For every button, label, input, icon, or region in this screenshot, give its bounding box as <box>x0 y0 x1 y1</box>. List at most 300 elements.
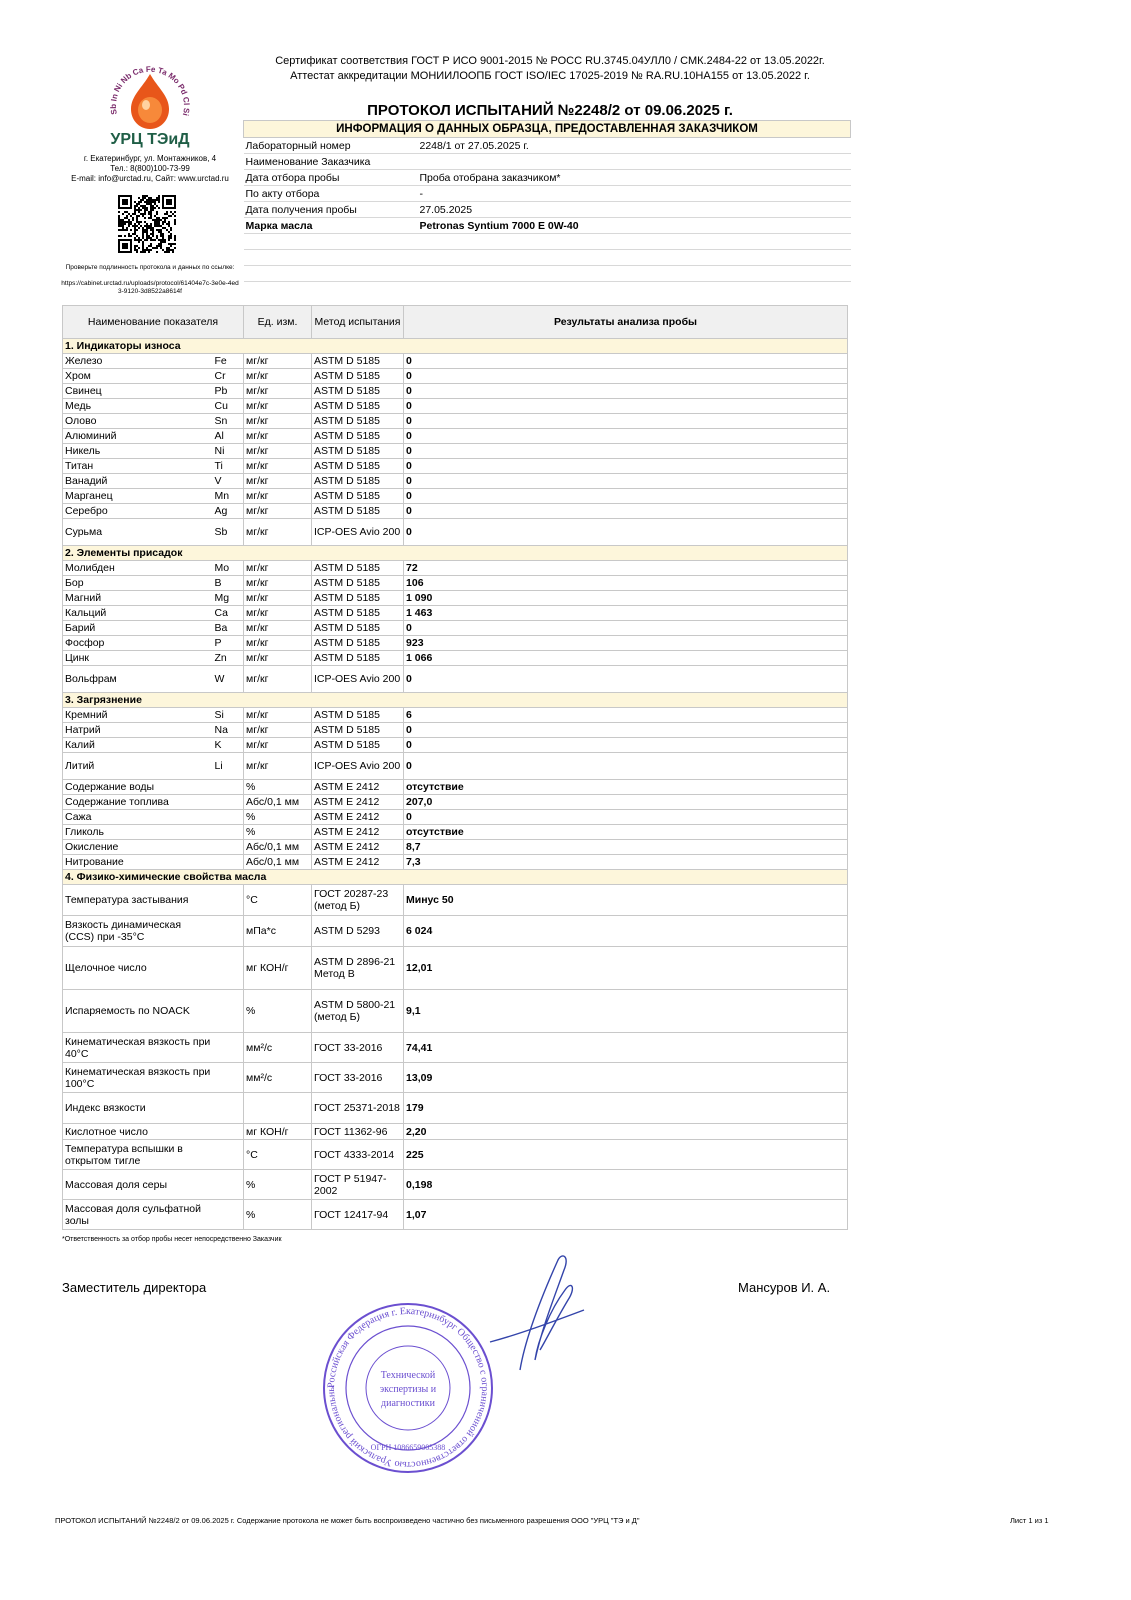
cell-name: Вольфрам <box>63 666 213 693</box>
stamp-center-line: Технической <box>380 1370 436 1381</box>
cell-symbol <box>213 795 244 810</box>
cell-symbol <box>213 780 244 795</box>
cell-name: Кремний <box>63 708 213 723</box>
cell-unit: Абс/0,1 мм <box>244 855 312 870</box>
cell-unit: мг/кг <box>244 561 312 576</box>
table-row <box>63 723 848 738</box>
page-number: Лист 1 из 1 <box>1010 1516 1049 1525</box>
table-row <box>63 459 848 474</box>
cell-method: ASTM D 5185 <box>312 504 404 519</box>
cell-symbol: Mg <box>213 591 244 606</box>
cell-name: Алюминий <box>63 429 213 444</box>
table-row <box>63 1200 848 1230</box>
section-row <box>63 693 848 708</box>
table-row <box>63 947 848 990</box>
table-row <box>63 753 848 780</box>
info-row <box>244 186 851 202</box>
cell-symbol: Pb <box>213 384 244 399</box>
cell-value: отсутствие <box>404 825 848 840</box>
results-table <box>62 305 848 1230</box>
table-row <box>63 651 848 666</box>
qr-code[interactable] <box>118 195 176 253</box>
cell-value: 0 <box>404 723 848 738</box>
cell-unit: % <box>244 990 312 1033</box>
handwritten-signature <box>480 1250 590 1380</box>
cell-value: 179 <box>404 1093 848 1124</box>
cell-name: Массовая доля серы <box>63 1170 213 1200</box>
sample-info-heading: ИНФОРМАЦИЯ О ДАННЫХ ОБРАЗЦА, ПРЕДОСТАВЛЕННАЯ ЗАКАЗЧИКОМ <box>244 121 851 138</box>
cell-method: ASTM D 5185 <box>312 636 404 651</box>
cell-unit: мг КОН/г <box>244 1124 312 1140</box>
cell-value: отсутствие <box>404 780 848 795</box>
cell-symbol <box>213 825 244 840</box>
table-row <box>63 636 848 651</box>
official-stamp <box>320 1300 496 1476</box>
cell-unit: мг/кг <box>244 606 312 621</box>
verify-url[interactable]: https://cabinet.urctad.ru/uploads/protocol/61404e7c-3e0e-4ed3-9120-3d8522a8614f <box>61 280 239 295</box>
cell-unit: % <box>244 1170 312 1200</box>
info-label: По акту отбора <box>244 186 418 202</box>
cell-name: Натрий <box>63 723 213 738</box>
cell-unit: мг/кг <box>244 753 312 780</box>
signatory-position: Заместитель директора <box>62 1280 207 1295</box>
cell-value: 0 <box>404 489 848 504</box>
cell-symbol <box>213 916 244 947</box>
info-value: Petronas Syntium 7000 E 0W-40 <box>418 218 851 234</box>
org-address: г. Екатеринбург, ул. Монтажников, 4 <box>83 154 217 163</box>
cell-unit: мг/кг <box>244 369 312 384</box>
table-row <box>63 810 848 825</box>
cell-method: ASTM D 5185 <box>312 444 404 459</box>
cell-value: 12,01 <box>404 947 848 990</box>
table-row <box>63 354 848 369</box>
cell-unit: мг/кг <box>244 459 312 474</box>
document-title: ПРОТОКОЛ ИСПЫТАНИЙ №2248/2 от 09.06.2025 г. <box>367 102 733 119</box>
stamp-ogrn: ОГРН 1086659005388 <box>370 1443 446 1452</box>
cell-name: Титан <box>63 459 213 474</box>
stamp-center-line: диагностики <box>381 1398 435 1409</box>
cell-name: Свинец <box>63 384 213 399</box>
table-row <box>63 519 848 546</box>
cell-symbol <box>213 1140 244 1170</box>
cell-method: ICP-OES Avio 200 <box>312 666 404 693</box>
section-row <box>63 870 848 885</box>
section-title: 4. Физико-химические свойства масла <box>63 870 848 885</box>
cell-method: ASTM E 2412 <box>312 795 404 810</box>
cell-method: ASTM E 2412 <box>312 825 404 840</box>
table-row <box>63 1140 848 1170</box>
table-row <box>63 444 848 459</box>
cell-unit: % <box>244 825 312 840</box>
cell-unit: % <box>244 780 312 795</box>
table-row <box>63 1093 848 1124</box>
info-value <box>418 154 851 170</box>
table-row <box>63 504 848 519</box>
cell-value: 0 <box>404 399 848 414</box>
cell-symbol: Ba <box>213 621 244 636</box>
table-row <box>63 1033 848 1063</box>
cell-method: ГОСТ 11362-96 <box>312 1124 404 1140</box>
cell-unit: мм²/с <box>244 1063 312 1093</box>
section-title: 2. Элементы присадок <box>63 546 848 561</box>
cell-method: ICP-OES Avio 200 <box>312 753 404 780</box>
cell-name: Содержание воды <box>63 780 213 795</box>
cell-name: Хром <box>63 369 213 384</box>
info-row <box>244 170 851 186</box>
cell-method: ASTM D 5185 <box>312 459 404 474</box>
table-row <box>63 780 848 795</box>
table-row <box>63 369 848 384</box>
cell-symbol <box>213 885 244 916</box>
cell-method: ASTM D 5185 <box>312 723 404 738</box>
table-row <box>63 738 848 753</box>
table-row <box>63 429 848 444</box>
cell-value: 0 <box>404 369 848 384</box>
cell-symbol: Mo <box>213 561 244 576</box>
cell-method: ICP-OES Avio 200 <box>312 519 404 546</box>
cell-value: 0 <box>404 414 848 429</box>
table-row <box>63 1063 848 1093</box>
cell-value: 0 <box>404 504 848 519</box>
cell-symbol <box>213 855 244 870</box>
cell-symbol <box>213 947 244 990</box>
cell-name: Сажа <box>63 810 213 825</box>
cell-method: ASTM D 5185 <box>312 399 404 414</box>
cell-name: Температура вспышки в открытом тигле <box>63 1140 213 1170</box>
cell-unit: мг/кг <box>244 489 312 504</box>
org-logo <box>95 52 205 137</box>
cell-unit: °C <box>244 885 312 916</box>
cell-symbol: Li <box>213 753 244 780</box>
table-row <box>63 1170 848 1200</box>
cell-value: 0 <box>404 474 848 489</box>
cell-value: 225 <box>404 1140 848 1170</box>
cell-value: 106 <box>404 576 848 591</box>
info-value: 2248/1 от 27.05.2025 г. <box>418 138 851 154</box>
cell-method: ASTM E 2412 <box>312 840 404 855</box>
cell-value: 0 <box>404 444 848 459</box>
cell-unit: мг/кг <box>244 474 312 489</box>
cell-symbol <box>213 1093 244 1124</box>
cell-unit: Абс/0,1 мм <box>244 795 312 810</box>
col-header-method: Метод испытания <box>312 306 404 339</box>
col-header-unit: Ед. изм. <box>244 306 312 339</box>
section-title: 3. Загрязнение <box>63 693 848 708</box>
cell-symbol <box>213 1200 244 1230</box>
cell-method: ASTM D 5185 <box>312 414 404 429</box>
cell-name: Фосфор <box>63 636 213 651</box>
cell-method: ASTM D 5185 <box>312 354 404 369</box>
signatory-name: Мансуров И. А. <box>738 1280 831 1295</box>
cell-symbol: Mn <box>213 489 244 504</box>
cell-method: ГОСТ 33-2016 <box>312 1033 404 1063</box>
cell-symbol: Sb <box>213 519 244 546</box>
cell-value: 74,41 <box>404 1033 848 1063</box>
cell-symbol <box>213 1033 244 1063</box>
info-label: Марка масла <box>244 218 418 234</box>
cell-value: 13,09 <box>404 1063 848 1093</box>
cell-name: Испаряемость по NOACK <box>63 990 213 1033</box>
info-value: 27.05.2025 <box>418 202 851 218</box>
cell-value: 72 <box>404 561 848 576</box>
cell-unit: мг/кг <box>244 444 312 459</box>
cell-symbol: Ti <box>213 459 244 474</box>
cell-name: Нитрование <box>63 855 213 870</box>
cell-method: ASTM D 5185 <box>312 369 404 384</box>
cell-name: Серебро <box>63 504 213 519</box>
cell-method: ГОСТ 12417-94 <box>312 1200 404 1230</box>
cell-value: 207,0 <box>404 795 848 810</box>
table-row <box>63 591 848 606</box>
cell-name: Окисление <box>63 840 213 855</box>
info-value: Проба отобрана заказчиком* <box>418 170 851 186</box>
cell-symbol: P <box>213 636 244 651</box>
cell-method: ASTM D 5185 <box>312 561 404 576</box>
cell-unit: мг/кг <box>244 738 312 753</box>
cell-name: Кинематическая вязкость при 100°C <box>63 1063 213 1093</box>
cell-unit: мг/кг <box>244 414 312 429</box>
cell-unit: мг/кг <box>244 576 312 591</box>
cell-unit: мм²/с <box>244 1033 312 1063</box>
footer-text: ПРОТОКОЛ ИСПЫТАНИЙ №2248/2 от 09.06.2025 г. Содержание протокола не может быть воспроизведено частично без письменного разрешения ООО "УРЦ "ТЭ и Д" <box>55 1516 640 1525</box>
table-row <box>63 399 848 414</box>
cell-method: ASTM D 5293 <box>312 916 404 947</box>
org-phone: Тел.: 8(800)100-73-99 <box>110 164 190 173</box>
table-row <box>63 489 848 504</box>
cell-name: Температура застывания <box>63 885 213 916</box>
org-contacts: E-mail: info@urctad.ru, Сайт: www.urctad.ru <box>71 174 229 183</box>
info-blank-row <box>244 266 851 282</box>
cell-name: Массовая доля сульфатной золы <box>63 1200 213 1230</box>
info-blank-row <box>244 250 851 266</box>
cell-symbol <box>213 1124 244 1140</box>
info-row <box>244 202 851 218</box>
cell-symbol: Ag <box>213 504 244 519</box>
cell-unit: % <box>244 1200 312 1230</box>
cell-name: Медь <box>63 399 213 414</box>
cell-method: ASTM D 5185 <box>312 606 404 621</box>
cell-name: Ванадий <box>63 474 213 489</box>
cell-name: Щелочное число <box>63 947 213 990</box>
footnote: *Ответственность за отбор пробы несет непосредственно Заказчик <box>62 1236 282 1243</box>
cell-method: ГОСТ 25371-2018 <box>312 1093 404 1124</box>
info-row <box>244 154 851 170</box>
cell-method: ASTM D 5185 <box>312 738 404 753</box>
cell-name: Калий <box>63 738 213 753</box>
certificate-line: Сертификат соответствия ГОСТ Р ИСО 9001-2015 № РОСС RU.3745.04УЛЛ0 / СМК.2484-22 от 13.05.2022г. <box>275 55 825 67</box>
cell-value: 1,07 <box>404 1200 848 1230</box>
table-row <box>63 606 848 621</box>
cell-symbol <box>213 1063 244 1093</box>
table-row <box>63 825 848 840</box>
logo-ring-text: Sb In Ni Nb Ca Fe Ta Mo Pd Cl Si <box>108 64 192 117</box>
cell-symbol: Sn <box>213 414 244 429</box>
table-row <box>63 855 848 870</box>
cell-value: 0 <box>404 753 848 780</box>
sample-info-table <box>243 120 851 282</box>
cell-name: Содержание топлива <box>63 795 213 810</box>
cell-symbol: Si <box>213 708 244 723</box>
cell-value: 0 <box>404 354 848 369</box>
cell-unit: мг/кг <box>244 708 312 723</box>
cell-name: Вязкость динамическая (CCS) при -35°C <box>63 916 213 947</box>
cell-name: Гликоль <box>63 825 213 840</box>
table-row <box>63 384 848 399</box>
cell-unit: мг/кг <box>244 399 312 414</box>
cell-value: 8,7 <box>404 840 848 855</box>
cell-method: ASTM E 2412 <box>312 810 404 825</box>
info-value: - <box>418 186 851 202</box>
section-title: 1. Индикаторы износа <box>63 339 848 354</box>
cell-value: 0 <box>404 429 848 444</box>
cell-method: ASTM D 5185 <box>312 489 404 504</box>
info-label: Наименование Заказчика <box>244 154 418 170</box>
cell-method: ASTM D 5185 <box>312 621 404 636</box>
cell-value: 6 <box>404 708 848 723</box>
cell-value: 0 <box>404 810 848 825</box>
cell-name: Молибден <box>63 561 213 576</box>
stamp-center-line: экспертизы и <box>379 1384 437 1395</box>
cell-name: Барий <box>63 621 213 636</box>
cell-unit: °C <box>244 1140 312 1170</box>
cell-symbol <box>213 1170 244 1200</box>
cell-value: 7,3 <box>404 855 848 870</box>
cell-unit: мг/кг <box>244 504 312 519</box>
cell-method: ASTM D 5185 <box>312 591 404 606</box>
cell-unit: % <box>244 810 312 825</box>
cell-method: ASTM D 5185 <box>312 708 404 723</box>
cell-name: Кинематическая вязкость при 40°C <box>63 1033 213 1063</box>
cell-value: 0 <box>404 384 848 399</box>
info-row <box>244 218 851 234</box>
cell-symbol: V <box>213 474 244 489</box>
cell-method: ASTM D 5185 <box>312 429 404 444</box>
table-row <box>63 990 848 1033</box>
cell-method: ASTM E 2412 <box>312 855 404 870</box>
cell-value: 1 066 <box>404 651 848 666</box>
cell-symbol: Na <box>213 723 244 738</box>
cell-method: ASTM D 5185 <box>312 651 404 666</box>
cell-name: Бор <box>63 576 213 591</box>
cell-name: Марганец <box>63 489 213 504</box>
table-row <box>63 1124 848 1140</box>
table-row <box>63 474 848 489</box>
stamp-outer-text: Российская Федерация г. Екатеринбург Общество с ограниченной ответственностью Уральский региональны <box>325 1305 491 1471</box>
table-row <box>63 885 848 916</box>
cell-name: Сурьма <box>63 519 213 546</box>
col-header-result: Результаты анализа пробы <box>404 306 848 339</box>
cell-symbol: Zn <box>213 651 244 666</box>
cell-symbol: W <box>213 666 244 693</box>
cell-unit <box>244 1093 312 1124</box>
table-row <box>63 916 848 947</box>
info-label: Лабораторный номер <box>244 138 418 154</box>
table-row <box>63 414 848 429</box>
cell-value: 2,20 <box>404 1124 848 1140</box>
cell-unit: мг/кг <box>244 666 312 693</box>
cell-method: ГОСТ 4333-2014 <box>312 1140 404 1170</box>
cell-value: 0 <box>404 621 848 636</box>
cell-value: 923 <box>404 636 848 651</box>
cell-method: ASTM D 5185 <box>312 474 404 489</box>
cell-unit: мг/кг <box>244 429 312 444</box>
cell-name: Магний <box>63 591 213 606</box>
cell-name: Кислотное число <box>63 1124 213 1140</box>
cell-method: ASTM D 5800-21 (метод Б) <box>312 990 404 1033</box>
cell-method: ASTM D 5185 <box>312 384 404 399</box>
org-name: УРЦ ТЭиД <box>110 131 190 148</box>
cell-unit: мг КОН/г <box>244 947 312 990</box>
cell-unit: мг/кг <box>244 519 312 546</box>
accreditation-line: Аттестат аккредитации МОНИИЛООПБ ГОСТ ISO/IEC 17025-2019 № RA.RU.10НА155 от 13.05.2022 г. <box>290 70 810 82</box>
cell-unit: мг/кг <box>244 621 312 636</box>
cell-value: 0 <box>404 519 848 546</box>
cell-symbol: B <box>213 576 244 591</box>
cell-unit: Абс/0,1 мм <box>244 840 312 855</box>
cell-name: Никель <box>63 444 213 459</box>
cell-unit: мг/кг <box>244 636 312 651</box>
cell-value: 0 <box>404 666 848 693</box>
cell-name: Литий <box>63 753 213 780</box>
section-row <box>63 339 848 354</box>
cell-method: ASTM E 2412 <box>312 780 404 795</box>
cell-method: ASTM D 2896-21 Метод В <box>312 947 404 990</box>
info-label: Дата отбора пробы <box>244 170 418 186</box>
col-header-name: Наименование показателя <box>63 306 244 339</box>
cell-symbol: Ni <box>213 444 244 459</box>
cell-name: Олово <box>63 414 213 429</box>
cell-value: 1 090 <box>404 591 848 606</box>
cell-name: Кальций <box>63 606 213 621</box>
cell-unit: мг/кг <box>244 354 312 369</box>
cell-symbol <box>213 990 244 1033</box>
cell-symbol: Al <box>213 429 244 444</box>
cell-value: 0,198 <box>404 1170 848 1200</box>
cell-name: Цинк <box>63 651 213 666</box>
table-row <box>63 840 848 855</box>
cell-unit: мг/кг <box>244 723 312 738</box>
cell-symbol: Ca <box>213 606 244 621</box>
cell-unit: мПа*с <box>244 916 312 947</box>
cell-method: ASTM D 5185 <box>312 576 404 591</box>
verify-text: Проверьте подлинность протокола и данных по ссылке: <box>65 264 235 271</box>
info-label: Дата получения пробы <box>244 202 418 218</box>
cell-method: ГОСТ 33-2016 <box>312 1063 404 1093</box>
cell-symbol: Cr <box>213 369 244 384</box>
cell-name: Индекс вязкости <box>63 1093 213 1124</box>
cell-symbol: Cu <box>213 399 244 414</box>
table-row <box>63 666 848 693</box>
info-row <box>244 138 851 154</box>
cell-symbol <box>213 840 244 855</box>
cell-symbol <box>213 810 244 825</box>
cell-symbol: K <box>213 738 244 753</box>
cell-method: ГОСТ 20287-23 (метод Б) <box>312 885 404 916</box>
info-blank-row <box>244 234 851 250</box>
table-row <box>63 795 848 810</box>
cell-value: 9,1 <box>404 990 848 1033</box>
cell-unit: мг/кг <box>244 384 312 399</box>
table-row <box>63 561 848 576</box>
cell-value: 6 024 <box>404 916 848 947</box>
cell-value: 1 463 <box>404 606 848 621</box>
cell-value: 0 <box>404 738 848 753</box>
cell-value: Минус 50 <box>404 885 848 916</box>
cell-unit: мг/кг <box>244 591 312 606</box>
cell-value: 0 <box>404 459 848 474</box>
section-row <box>63 546 848 561</box>
table-row <box>63 708 848 723</box>
